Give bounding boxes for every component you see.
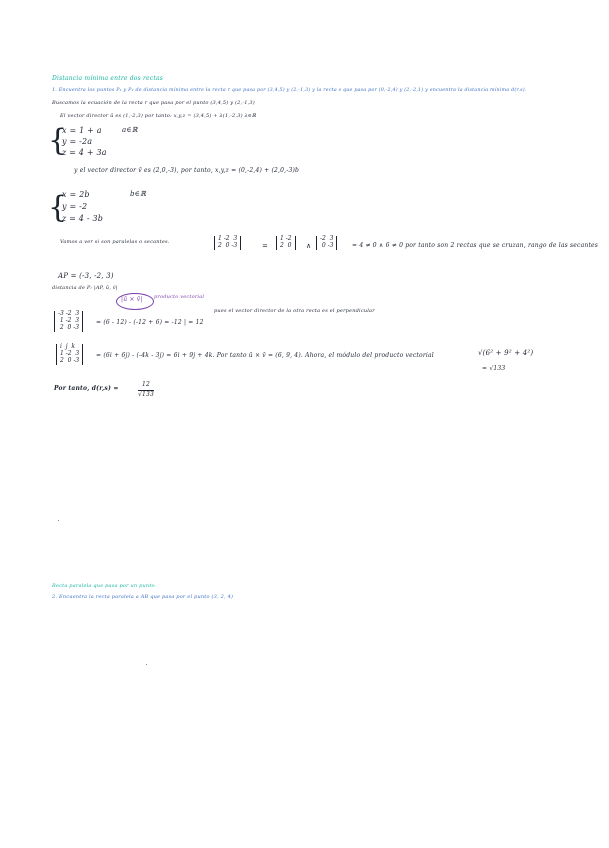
circled-label: |ū × v̄|	[121, 296, 143, 303]
stray-dot	[146, 664, 147, 665]
parallel-result: = 4 ≠ 0 ∧ 6 ≠ 0 por tanto son 2 rectas que se cruzan, rango de las secantes	[352, 242, 599, 249]
sys-s-y: y = -2	[62, 202, 88, 211]
section2-heading: Recta paralela que pasa por un punto.	[52, 583, 157, 589]
brace-s: {	[48, 190, 68, 225]
minor-2: -2 3 0 -3	[316, 236, 337, 250]
sys-r-y: y = -2a	[62, 137, 93, 146]
perpendicular-note: pues el vector director de la otra recta es el perpendicular	[214, 308, 375, 314]
distance-denominator: √133	[138, 391, 155, 398]
line-of-r: Buscamos la ecuación de la recta r que pasa por el punto (3,4,5) y (2,-1,3)	[52, 100, 255, 106]
distance-formula: distancia de P: |AP, ū, v̄|	[52, 285, 118, 291]
equals-sign: =	[262, 242, 269, 250]
sys-r-z: z = 4 + 3a	[62, 148, 107, 157]
direction-vector-s: y el vector director v̄ es (2,0,-3), por tanto, x,y,z = (0,-2,4) + (2,0,-3)b	[74, 167, 300, 174]
sys-r-x: x = 1 + a	[62, 126, 102, 135]
sys-s-z: z = 4 - 3b	[62, 214, 104, 223]
conclusion-label: Por tanto, d(r,s) =	[54, 385, 119, 392]
modulus-value: = √133	[482, 365, 506, 372]
direction-vector-r: El vector director ū es (1,-2,3) por tanto: x,y,z = (3,4,5) + λ(1,-2,3) λ∈ℝ	[60, 113, 257, 119]
vector-ap: AP = (-3, -2, 3)	[58, 272, 114, 280]
section-heading: Distancia mínima entre dos rectas	[52, 75, 164, 82]
circled-annotation: producto vectorial	[154, 294, 205, 300]
sys-s-x: x = 2b	[62, 190, 90, 199]
triple-product-result: = (6 - 12) - (-12 + 6) = -12 | = 12	[96, 319, 204, 326]
cross-product-matrix: i j k 1 -2 3 2 0 -3	[56, 344, 83, 365]
brace-r: {	[48, 123, 68, 158]
matrix-r-s: 1 -2 3 2 0 -3	[214, 236, 241, 250]
distance-numerator: 12	[142, 381, 151, 388]
triple-product-matrix: -3 -2 3 1 -2 3 2 0 -3	[54, 311, 83, 332]
cross-product-result: = (6i + 6j) - (-4k - 3j) = 6i + 9j + 4k. Por tanto ū × v̄ = (6, 9, 4). Ahora, el módulo del producto vectorial	[96, 352, 434, 359]
sys-s-domain: b∈ℝ	[130, 190, 147, 198]
problem-statement: 1. Encuentra los puntos P₁ y P₂ de distancia mínima entre la recta r que pasa por (3,4,5) y (2,-1,3) y la recta s que pasa por (0,-2,4) y (2,-2,1) y encuentra la distancia mínima d(r,s).	[52, 88, 527, 93]
sys-r-domain: a∈ℝ	[122, 126, 138, 134]
section2-problem: 2. Encuentra la recta paralela a AB que pasa por el punto (3, 2, 4)	[52, 594, 234, 600]
parallel-check-text: Vamos a ver si son paralelas o secantes.	[60, 239, 170, 245]
stray-dot	[58, 520, 59, 521]
modulus-expression: √(6² + 9² + 4²)	[478, 349, 534, 357]
and-sign: ∧	[306, 242, 312, 250]
minor-1: 1 -2 2 0	[276, 236, 296, 250]
